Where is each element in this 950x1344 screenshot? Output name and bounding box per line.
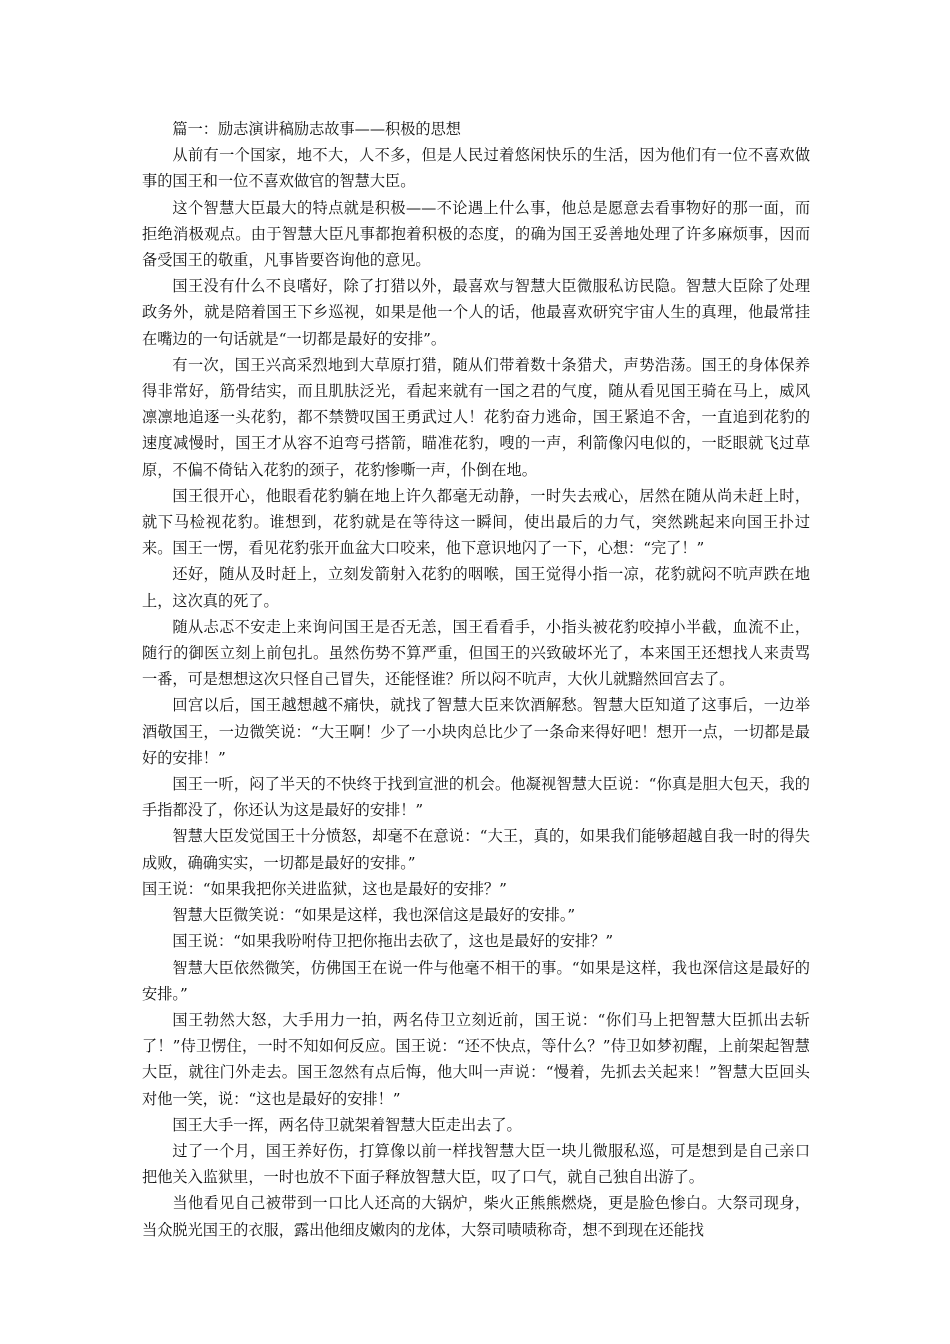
paragraph-9: 国王一听，闷了半天的不快终于找到宣泄的机会。他凝视智慧大臣说：“你真是胆大包天，我的手指都没了，你还认为这是最好的安排！” [142,775,810,820]
paragraph-14: 智慧大臣依然微笑，仿佛国王在说一件与他毫不相干的事。“如果是这样，我也深信这是最好的安排。” [142,958,810,1003]
paragraph-12: 智慧大臣微笑说：“如果是这样，我也深信这是最好的安排。” [172,906,576,925]
paragraph-7: 随从忐忑不安走上来询问国王是否无恙，国王看看手，小指头被花豹咬掉小半截，血流不止，随行的御医立刻上前包扎。虽然伤势不算严重，但国王的兴致破坏光了，本来国王还想找人来责骂一番，可是想想这次只怪自己冒失，还能怪谁？所以闷不吭声，大伙儿就黯然回宫去了。 [142,617,810,689]
document-title: 篇一：励志演讲稿励志故事——积极的思想 [172,120,461,138]
document-body [142,116,810,1243]
paragraph-4: 有一次，国王兴高采烈地到大草原打猎，随从们带着数十条猎犬，声势浩荡。国王的身体保养得非常好，筋骨结实，而且肌肤泛光，看起来就有一国之君的气度，随从看见国王骑在马上，威风凛凛地追逐一头花豹，都不禁赞叹国王勇武过人！花豹奋力逃命，国王紧追不舍，一直追到花豹的速度减慢时，国王才从容不迫弯弓搭箭，瞄准花豹，嗖的一声，利箭像闪电似的，一眨眼就飞过草原，不偏不倚钻入花豹的颈子，花豹惨嘶一声，仆倒在地。 [142,355,810,479]
paragraph-8: 回宫以后，国王越想越不痛快，就找了智慧大臣来饮酒解愁。智慧大臣知道了这事后，一边举酒敬国王，一边微笑说：“大王啊！少了一小块肉总比少了一条命来得好吧！想开一点，一切都是最好的安排！” [142,696,810,767]
paragraph-18: 当他看见自己被带到一口比人还高的大锅炉，柴火正熊熊燃烧，更是脸色惨白。大祭司现身，当众脱光国王的衣服，露出他细皮嫩肉的龙体，大祭司啧啧称奇，想不到现在还能找 [142,1194,810,1239]
paragraph-17: 过了一个月，国王养好伤，打算像以前一样找智慧大臣一块儿微服私巡，可是想到是自己亲口把他关入监狱里，一时也放不下面子释放智慧大臣，叹了口气，就自己独自出游了。 [142,1141,810,1187]
paragraph-10: 智慧大臣发觉国王十分愤怒，却毫不在意说：“大王，真的，如果我们能够超越自我一时的得失成败，确确实实，一切都是最好的安排。” [142,827,810,872]
paragraph-16: 国王大手一挥，两名侍卫就架着智慧大臣走出去了。 [172,1115,522,1134]
paragraph-15: 国王勃然大怒，大手用力一拍，两名侍卫立刻近前，国王说：“你们马上把智慧大臣抓出去斩了！”侍卫愣住，一时不知如何反应。国王说：“还不快点，等什么？”侍卫如梦初醒，上前架起智慧大臣，就往门外走去。国王忽然有点后悔，他大叫一声说：“慢着，先抓去关起来！”智慧大臣回头对他一笑，说：“这也是最好的安排！” [142,1010,810,1108]
paragraph-5: 国王很开心，他眼看花豹躺在地上许久都毫无动静，一时失去戒心，居然在随从尚未赶上时，就下马检视花豹。谁想到，花豹就是在等待这一瞬间，使出最后的力气，突然跳起来向国王扑过来。国王一愣，看见花豹张开血盆大口咬来，他下意识地闪了一下，心想：“完了！” [142,486,810,558]
paragraph-11: 国王说：“如果我把你关进监狱，这也是最好的安排？” [142,879,507,898]
paragraph-13: 国王说：“如果我吩咐侍卫把你拖出去砍了，这也是最好的安排？” [172,932,614,951]
paragraph-2: 这个智慧大臣最大的特点就是积极——不论遇上什么事，他总是愿意去看事物好的那一面，而拒绝消极观点。由于智慧大臣凡事都抱着积极的态度，的确为国王妥善地处理了许多麻烦事，因而备受国王的敬重，凡事皆要咨询他的意见。 [142,198,810,270]
paragraph-6: 还好，随从及时赶上，立刻发箭射入花豹的咽喉，国王觉得小指一凉，花豹就闷不吭声跌在地上，这次真的死了。 [142,565,810,610]
paragraph-3: 国王没有什么不良嗜好，除了打猎以外，最喜欢与智慧大臣微服私访民隐。智慧大臣除了处理政务外，就是陪着国王下乡巡视，如果是他一个人的话，他最喜欢研究宇宙人生的真理，他最常挂在嘴边的一句话就是“一切都是最好的安排”。 [142,277,810,348]
paragraph-1: 从前有一个国家，地不大，人不多，但是人民过着悠闲快乐的生活，因为他们有一位不喜欢做事的国王和一位不喜欢做官的智慧大臣。 [142,146,810,191]
